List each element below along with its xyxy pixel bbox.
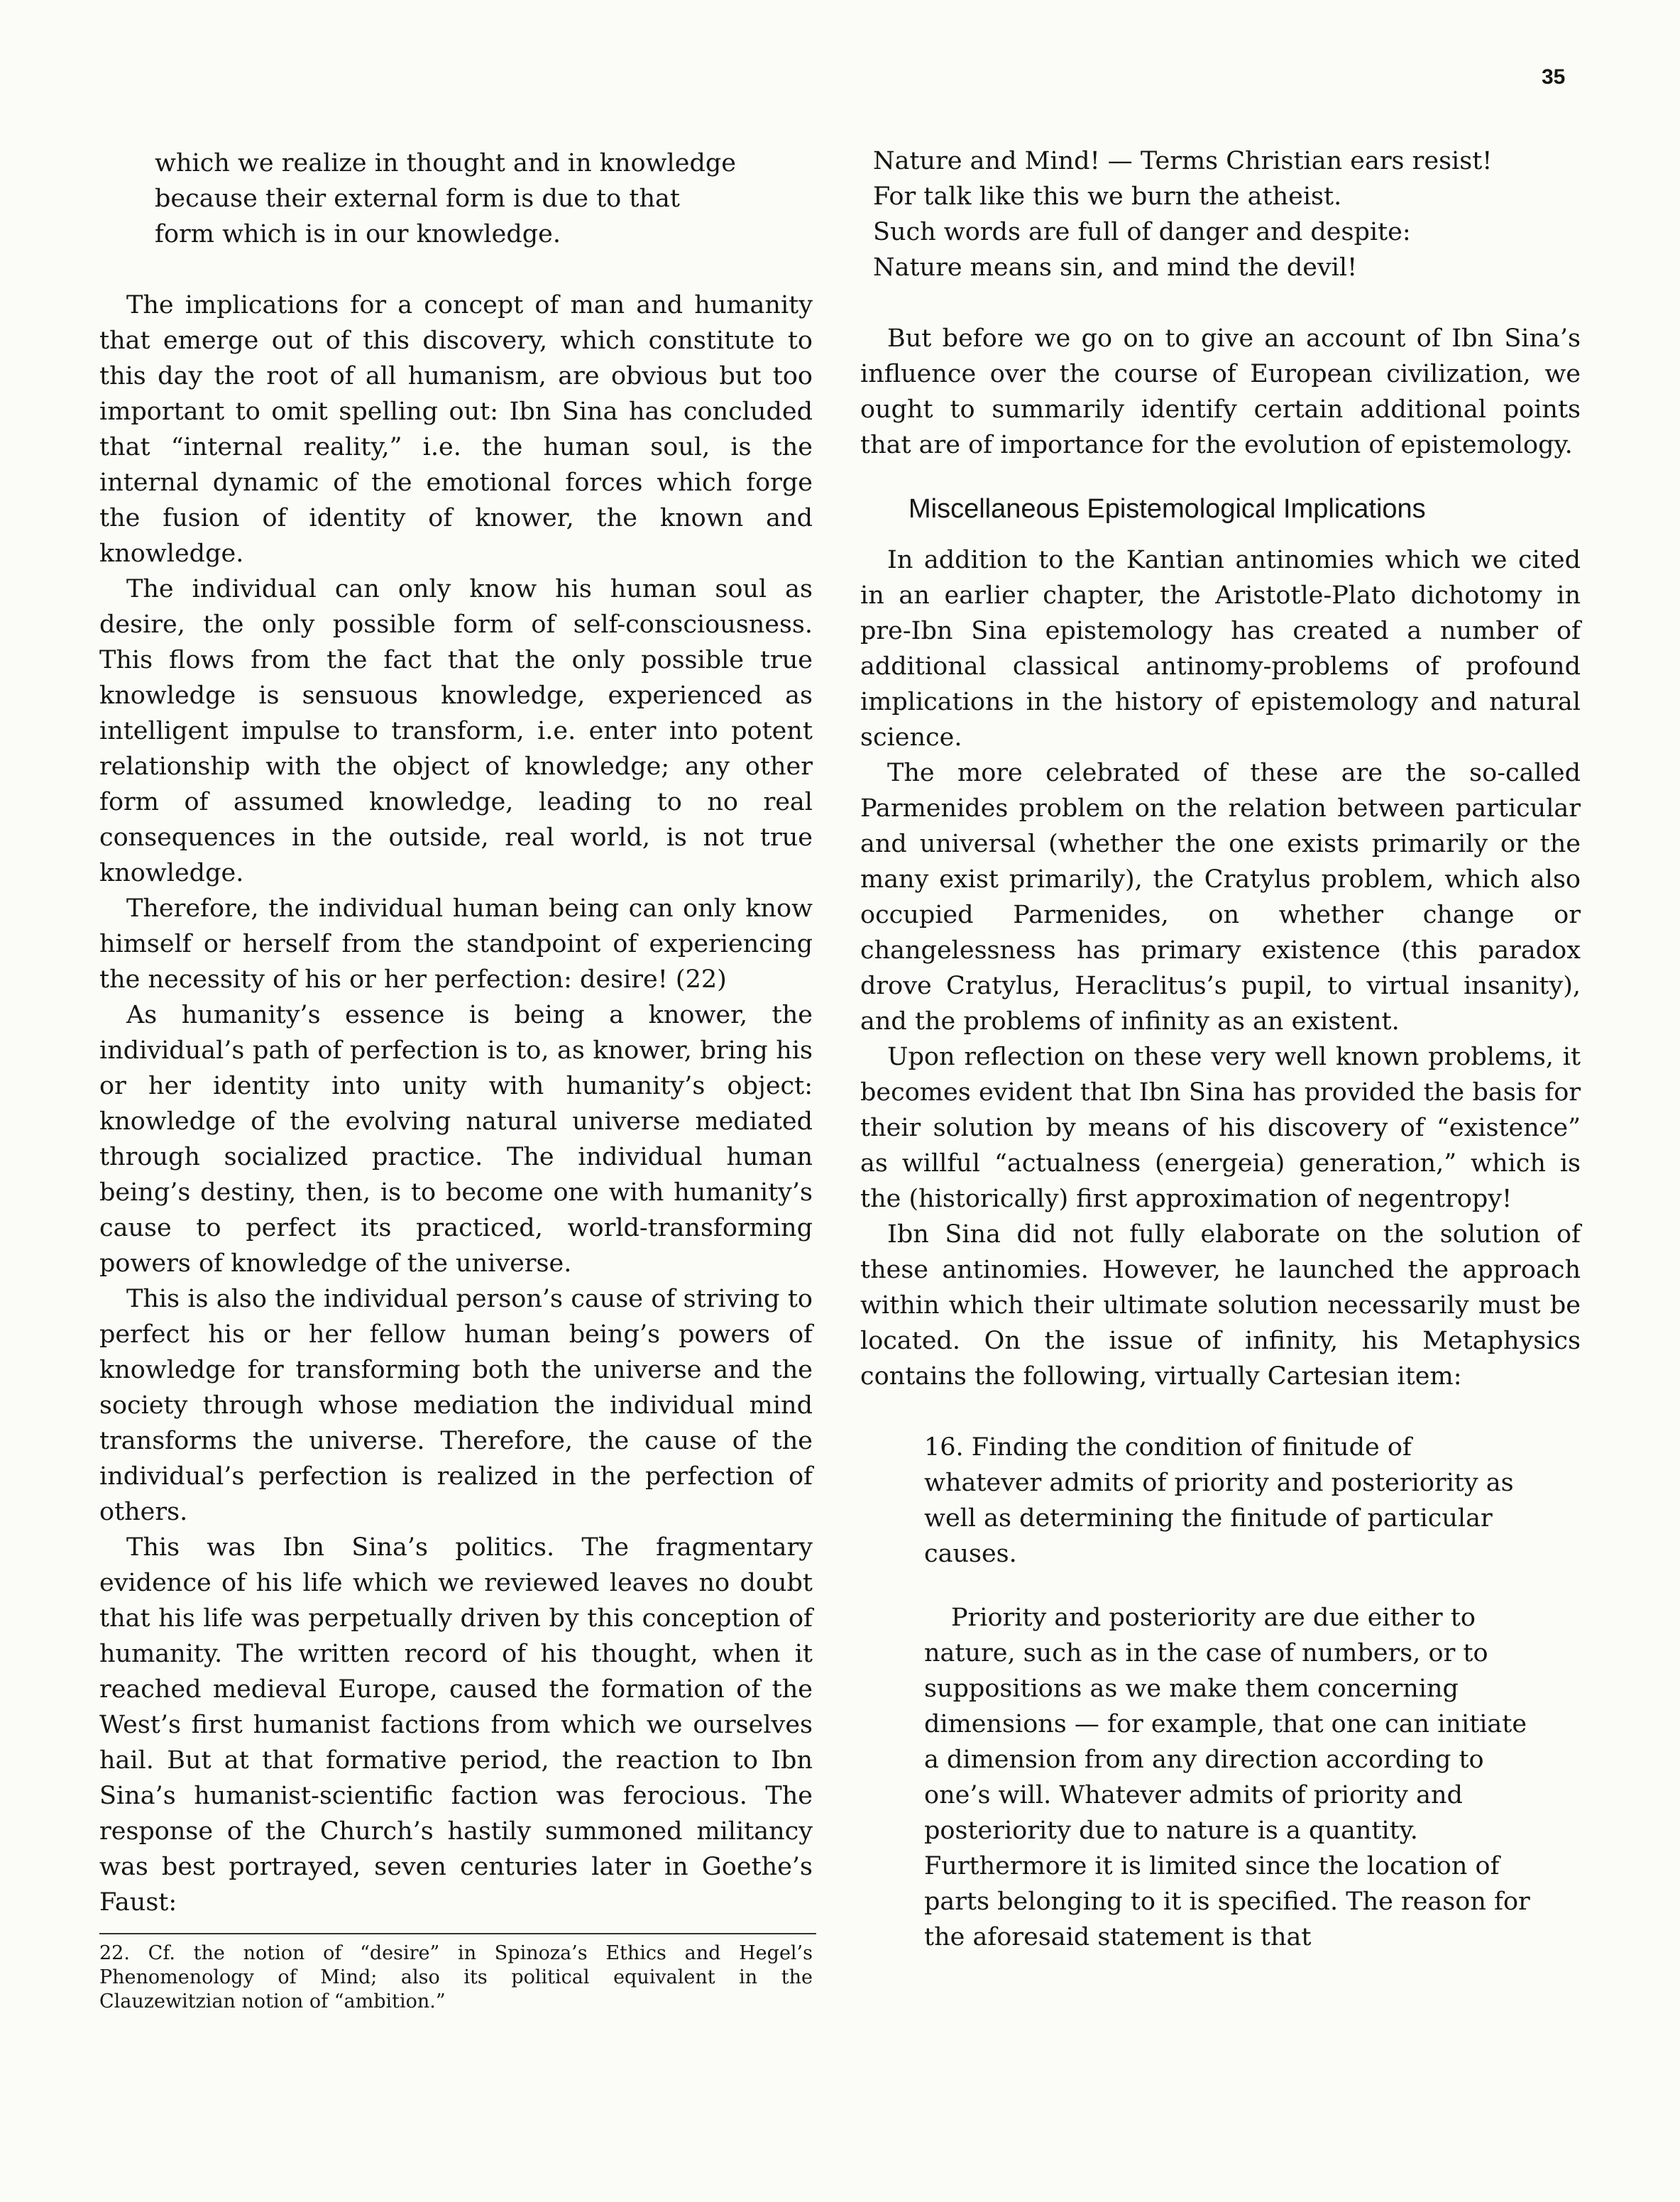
paragraph: The more celebrated of these are the so-called Parmenides problem on the relation between particular and universal (whether the one exists primarily or the many exist primarily), the Cratylus problem, which also occupied Parmenides, on whether change or changelessness has primary existence (this paradox drove Cratylus, Heraclitus’s pupil, to virtual insanity), and the problems of infinity as an existent. (860, 759, 1581, 1036)
metaphysics-quote (860, 1430, 1581, 1955)
paragraph: In addition to the Kantian antinomies which we cited in an earlier chapter, the Aristotle-Plato dichotomy in pre-Ibn Sina epistemology has created a number of additional classical antinomy-problems of profound implications in the history of epistemology and natural science. (860, 546, 1581, 752)
quote-paragraph: Priority and posteriority are due either to nature, such as in the case of numbers, or to suppositions as we make them concerning dimensions — for example, that one can initiate a dimension from any direction according to one’s will. Whatever admits of priority and posteriority due to nature is a quantity. Furthermore it is limited since the location of parts belonging to it is specified. The reason for the aforesaid statement is that (924, 1604, 1530, 1951)
quote-line: because their external form is due to that (155, 185, 680, 213)
paragraph: The implications for a concept of man and humanity that emerge out of this discovery, which constitute to this day the root of all humanism, are obvious but too important to omit spelling out: Ibn Sina has concluded that “internal reality,” i.e. the human soul, is the internal dynamic of the emotional forces which forge the fusion of identity of knower, the known and knowledge. (99, 291, 813, 568)
footnote-divider (99, 1933, 816, 1934)
paragraph: This was Ibn Sina’s politics. The fragmentary evidence of his life which we reviewed leaves no doubt that his life was perpetually driven by this conception of humanity. The written record of his thought, when it reached medieval Europe, caused the formation of the West’s first humanist factions from which we ourselves hail. But at that formative period, the reaction to Ibn Sina’s humanist-scientific faction was ferocious. The response of the Church’s hastily summoned militancy was best portrayed, seven centuries later in Goethe’s Faust: (99, 1533, 813, 1917)
paragraph: The individual can only know his human soul as desire, the only possible form of self-consciousness. This flows from the fact that the only possible true knowledge is sensuous knowledge, experienced as intelligent impulse to transform, i.e. enter into potent relationship with the object of knowledge; any other form of assumed knowledge, leading to no real consequences in the outside, real world, is not true knowledge. (99, 575, 813, 887)
paragraph: This is also the individual person’s cause of striving to perfect his or her fellow human being’s powers of knowledge for transforming both the universe and the society through whose mediation the individual mind transforms the universe. Therefore, the cause of the individual’s perfection is realized in the perfection of others. (99, 1285, 813, 1526)
quote-item: 16. Finding the condition of finitude of whatever admits of priority and posteriority as well as determining the finitude of particular causes. (924, 1433, 1514, 1568)
poem-line: Nature means sin, and mind the devil! (873, 253, 1358, 282)
quote-line: which we realize in thought and in knowledge (155, 149, 736, 177)
left-column (99, 146, 813, 2014)
poem (811, 143, 1581, 285)
quote-line: form which is in our knowledge. (155, 220, 561, 248)
paragraph: Ibn Sina did not fully elaborate on the solution of these antinomies. However, he launched the approach within which their ultimate solution necessarily must be located. On the issue of infinity, his Metaphysics contains the following, virtually Cartesian item: (860, 1220, 1581, 1391)
poem-line: For talk like this we burn the atheist. (873, 182, 1342, 211)
paragraph: But before we go on to give an account of Ibn Sina’s influence over the course of European civilization, we ought to summarily identify certain additional points that are of importance for the evolution of epistemology. (860, 324, 1581, 459)
paragraph: Upon reflection on these very well known problems, it becomes evident that Ibn Sina has provided the basis for their solution by means of his discovery of “existence” as willful “actualness (energeia) generation,” which is the (historically) first approximation of negentropy! (860, 1043, 1581, 1213)
page-number: 35 (1542, 65, 1566, 89)
poem-line: Nature and Mind! — Terms Christian ears resist! (873, 147, 1493, 175)
section-heading: Miscellaneous Epistemological Implications (908, 494, 1426, 524)
paragraph: As humanity’s essence is being a knower, the individual’s path of perfection is to, as knower, bring his or her identity into unity with humanity’s object: knowledge of the evolving natural universe mediated through socialized practice. The individual human being’s destiny, then, is to become one with humanity’s cause to perfect its practiced, world-transforming powers of knowledge of the universe. (99, 1001, 813, 1278)
right-column (860, 143, 1581, 1955)
opening-quote (99, 146, 813, 252)
paragraph: Therefore, the individual human being can only know himself or herself from the standpoint of experiencing the necessity of his or her perfection: desire! (22) (99, 894, 813, 994)
footnote: 22. Cf. the notion of “desire” in Spinoza’s Ethics and Hegel’s Phenomenology of Mind; also its political equivalent in the Clauzewitzian notion of “ambition.” (99, 1942, 813, 2012)
poem-line: Such words are full of danger and despite: (873, 218, 1411, 246)
